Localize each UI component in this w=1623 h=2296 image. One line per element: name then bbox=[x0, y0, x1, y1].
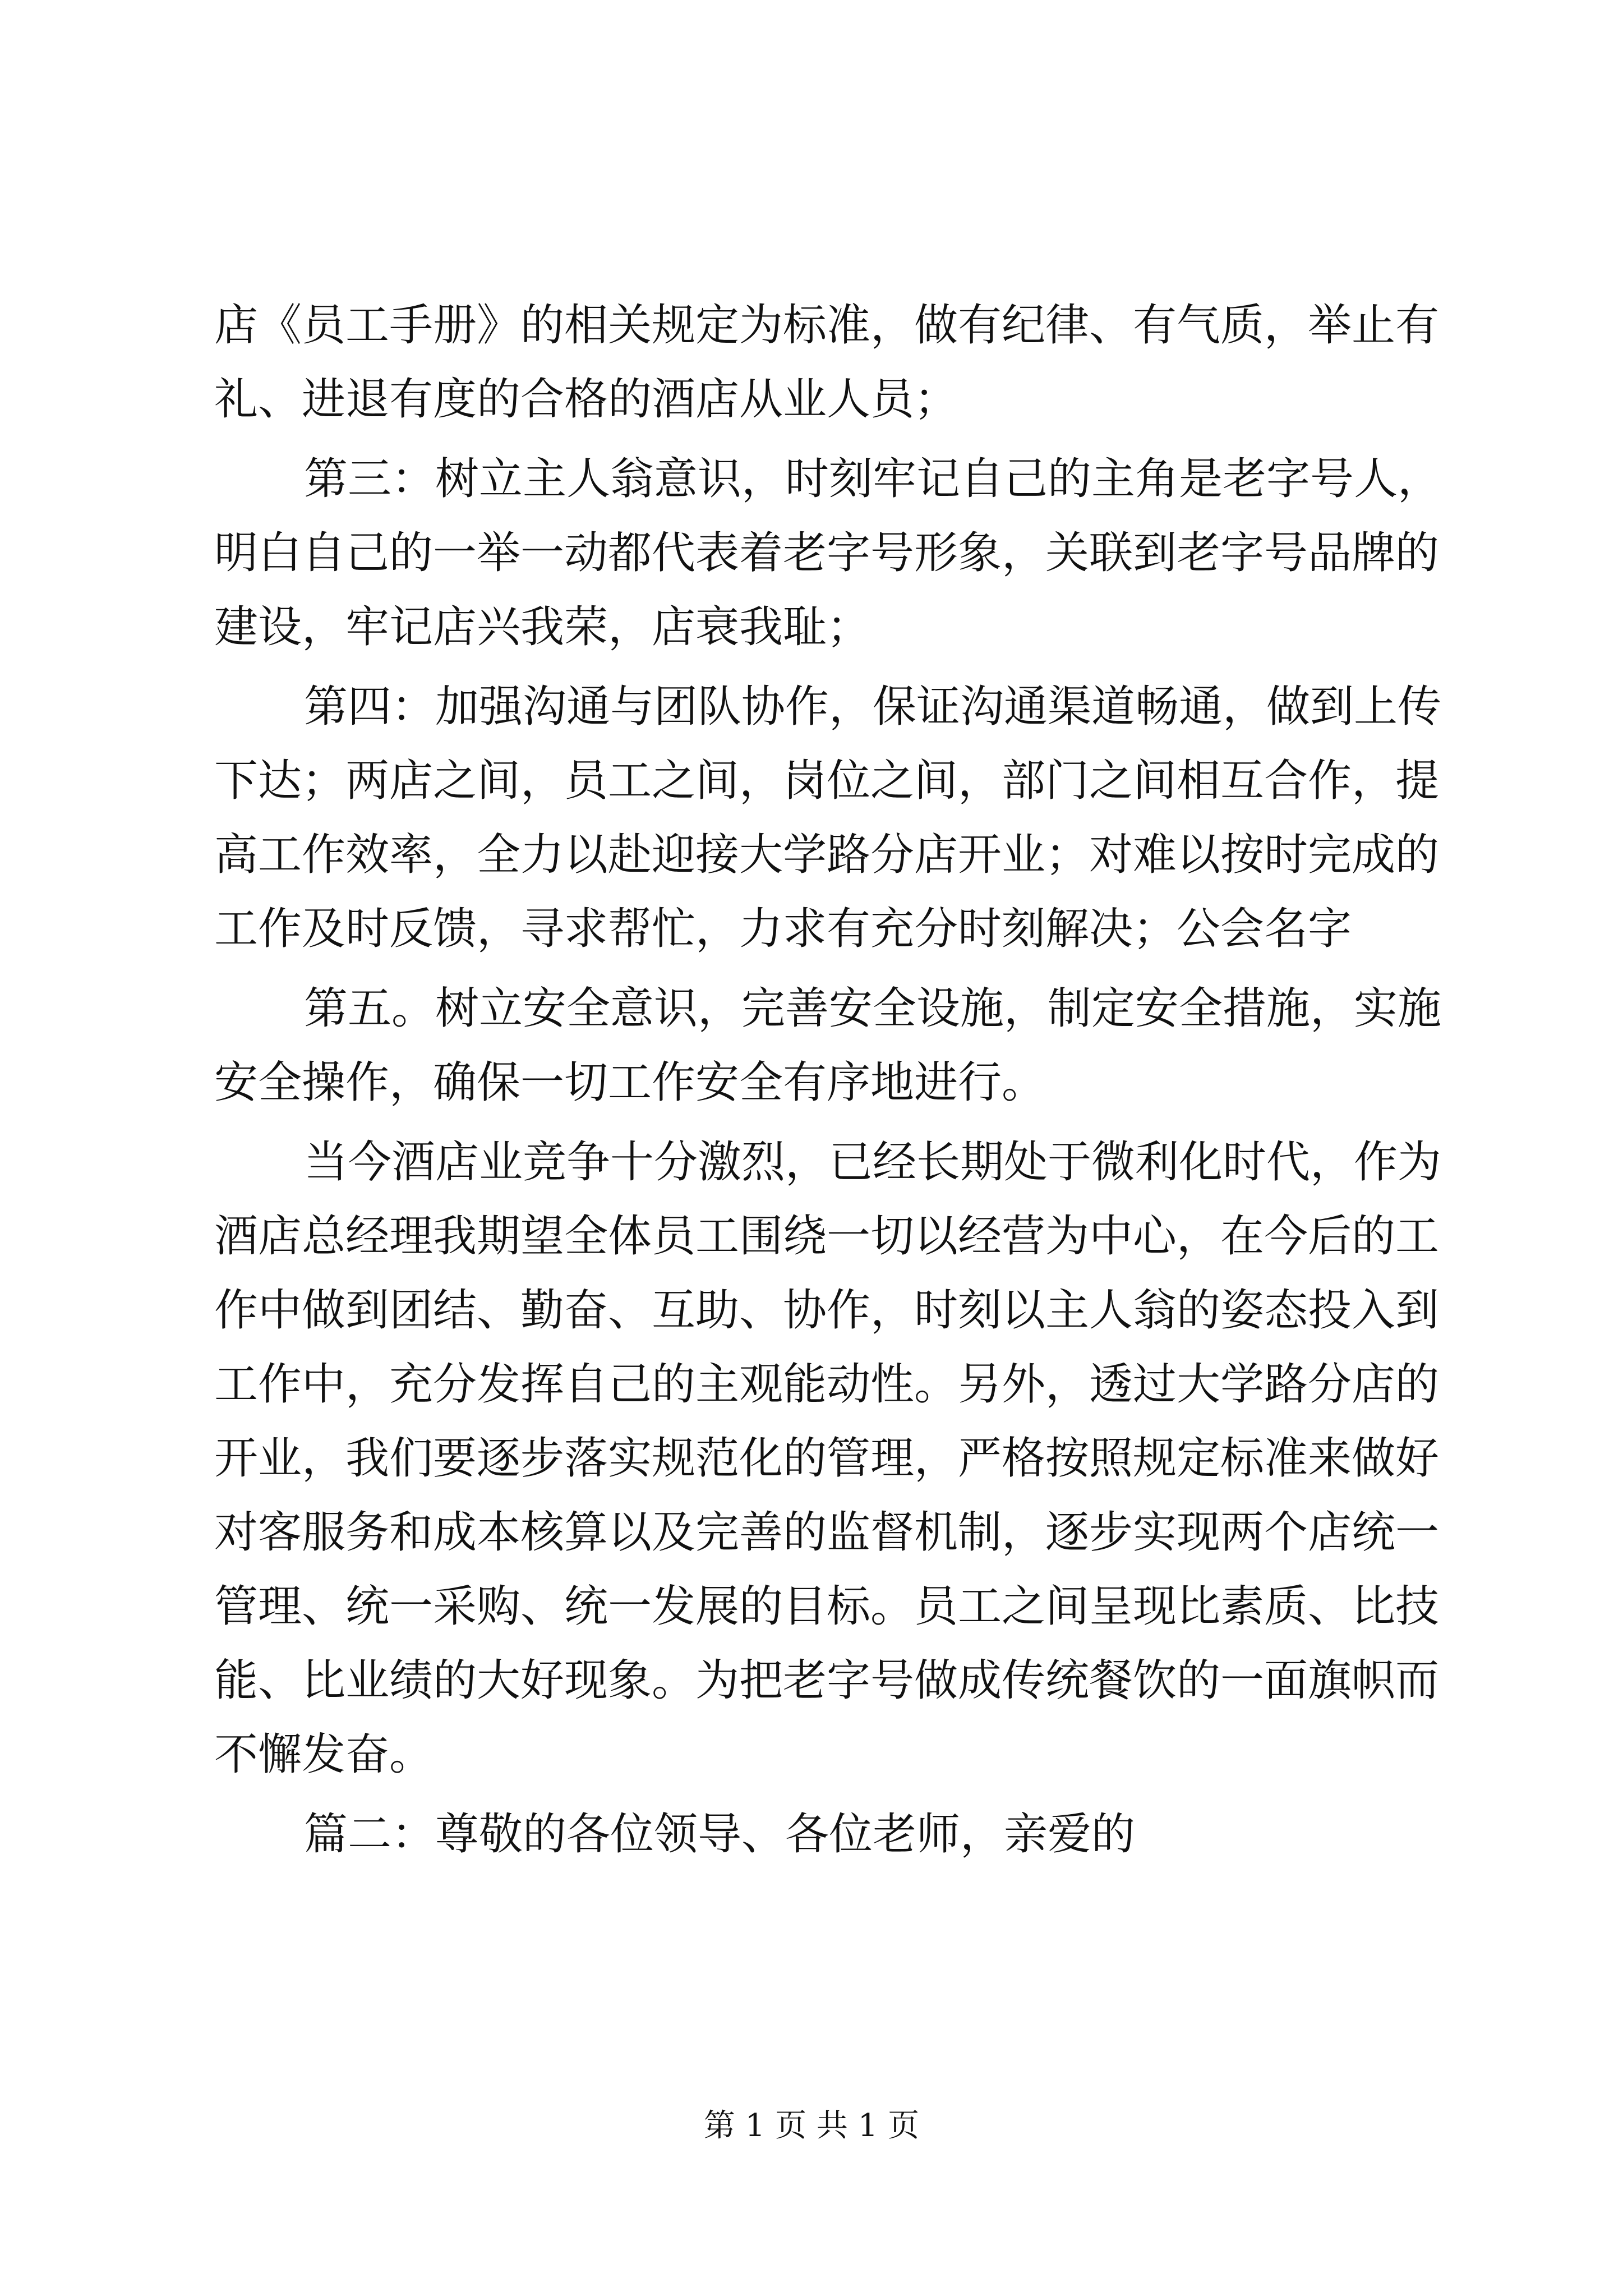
text-line: 开业，我们要逐步落实规范化的管理，严格按照规定标准来做好 bbox=[214, 1433, 1440, 1484]
page-footer: 第 1 页 共 1 页 bbox=[703, 2108, 920, 2144]
text-line: 酒店总经理我期望全体员工围绕一切以经营为中心，在今后的工 bbox=[214, 1211, 1440, 1262]
text-line: 明白自己的一举一动都代表着老字号形象，关联到老字号品牌的 bbox=[214, 528, 1440, 578]
text-line: 当今酒店业竞争十分激烈，已经长期处于微利化时代，作为 bbox=[304, 1137, 1442, 1188]
text-line: 第五。树立安全意识，完善安全设施，制定安全措施，实施 bbox=[304, 983, 1442, 1034]
text-line: 作中做到团结、勤奋、互助、协作，时刻以主人翁的姿态投入到 bbox=[214, 1285, 1440, 1336]
text-line: 对客服务和成本核算以及完善的监督机制，逐步实现两个店统一 bbox=[214, 1507, 1440, 1558]
text-line: 管理、统一采购、统一发展的目标。员工之间呈现比素质、比技 bbox=[214, 1581, 1440, 1632]
text-line: 工作及时反馈，寻求帮忙，力求有充分时刻解决；公会名字 bbox=[214, 904, 1352, 954]
text-line: 建设，牢记店兴我荣，店衰我耻； bbox=[214, 602, 871, 652]
text-line: 下达；两店之间，员工之间，岗位之间，部门之间相互合作，提 bbox=[214, 756, 1440, 806]
text-line: 第三：树立主人翁意识，时刻牢记自己的主角是老字号人， bbox=[304, 454, 1442, 504]
text-line: 第四：加强沟通与团队协作，保证沟通渠道畅通，做到上传 bbox=[304, 682, 1442, 732]
text-line: 能、比业绩的大好现象。为把老字号做成传统餐饮的一面旗帜而 bbox=[214, 1655, 1440, 1706]
text-line: 高工作效率，全力以赴迎接大学路分店开业；对难以按时完成的 bbox=[214, 830, 1440, 880]
text-line: 店《员工手册》的相关规定为标准，做有纪律、有气质，举止有 bbox=[214, 300, 1440, 351]
text-line: 礼、进退有度的合格的酒店从业人员； bbox=[214, 374, 958, 425]
text-line: 篇二：尊敬的各位领导、各位老师，亲爱的 bbox=[304, 1809, 1136, 1860]
text-line: 不懈发奋。 bbox=[214, 1729, 434, 1780]
text-line: 工作中，充分发挥自己的主观能动性。另外，透过大学路分店的 bbox=[214, 1359, 1440, 1410]
text-line: 安全操作，确保一切工作安全有序地进行。 bbox=[214, 1057, 1046, 1108]
